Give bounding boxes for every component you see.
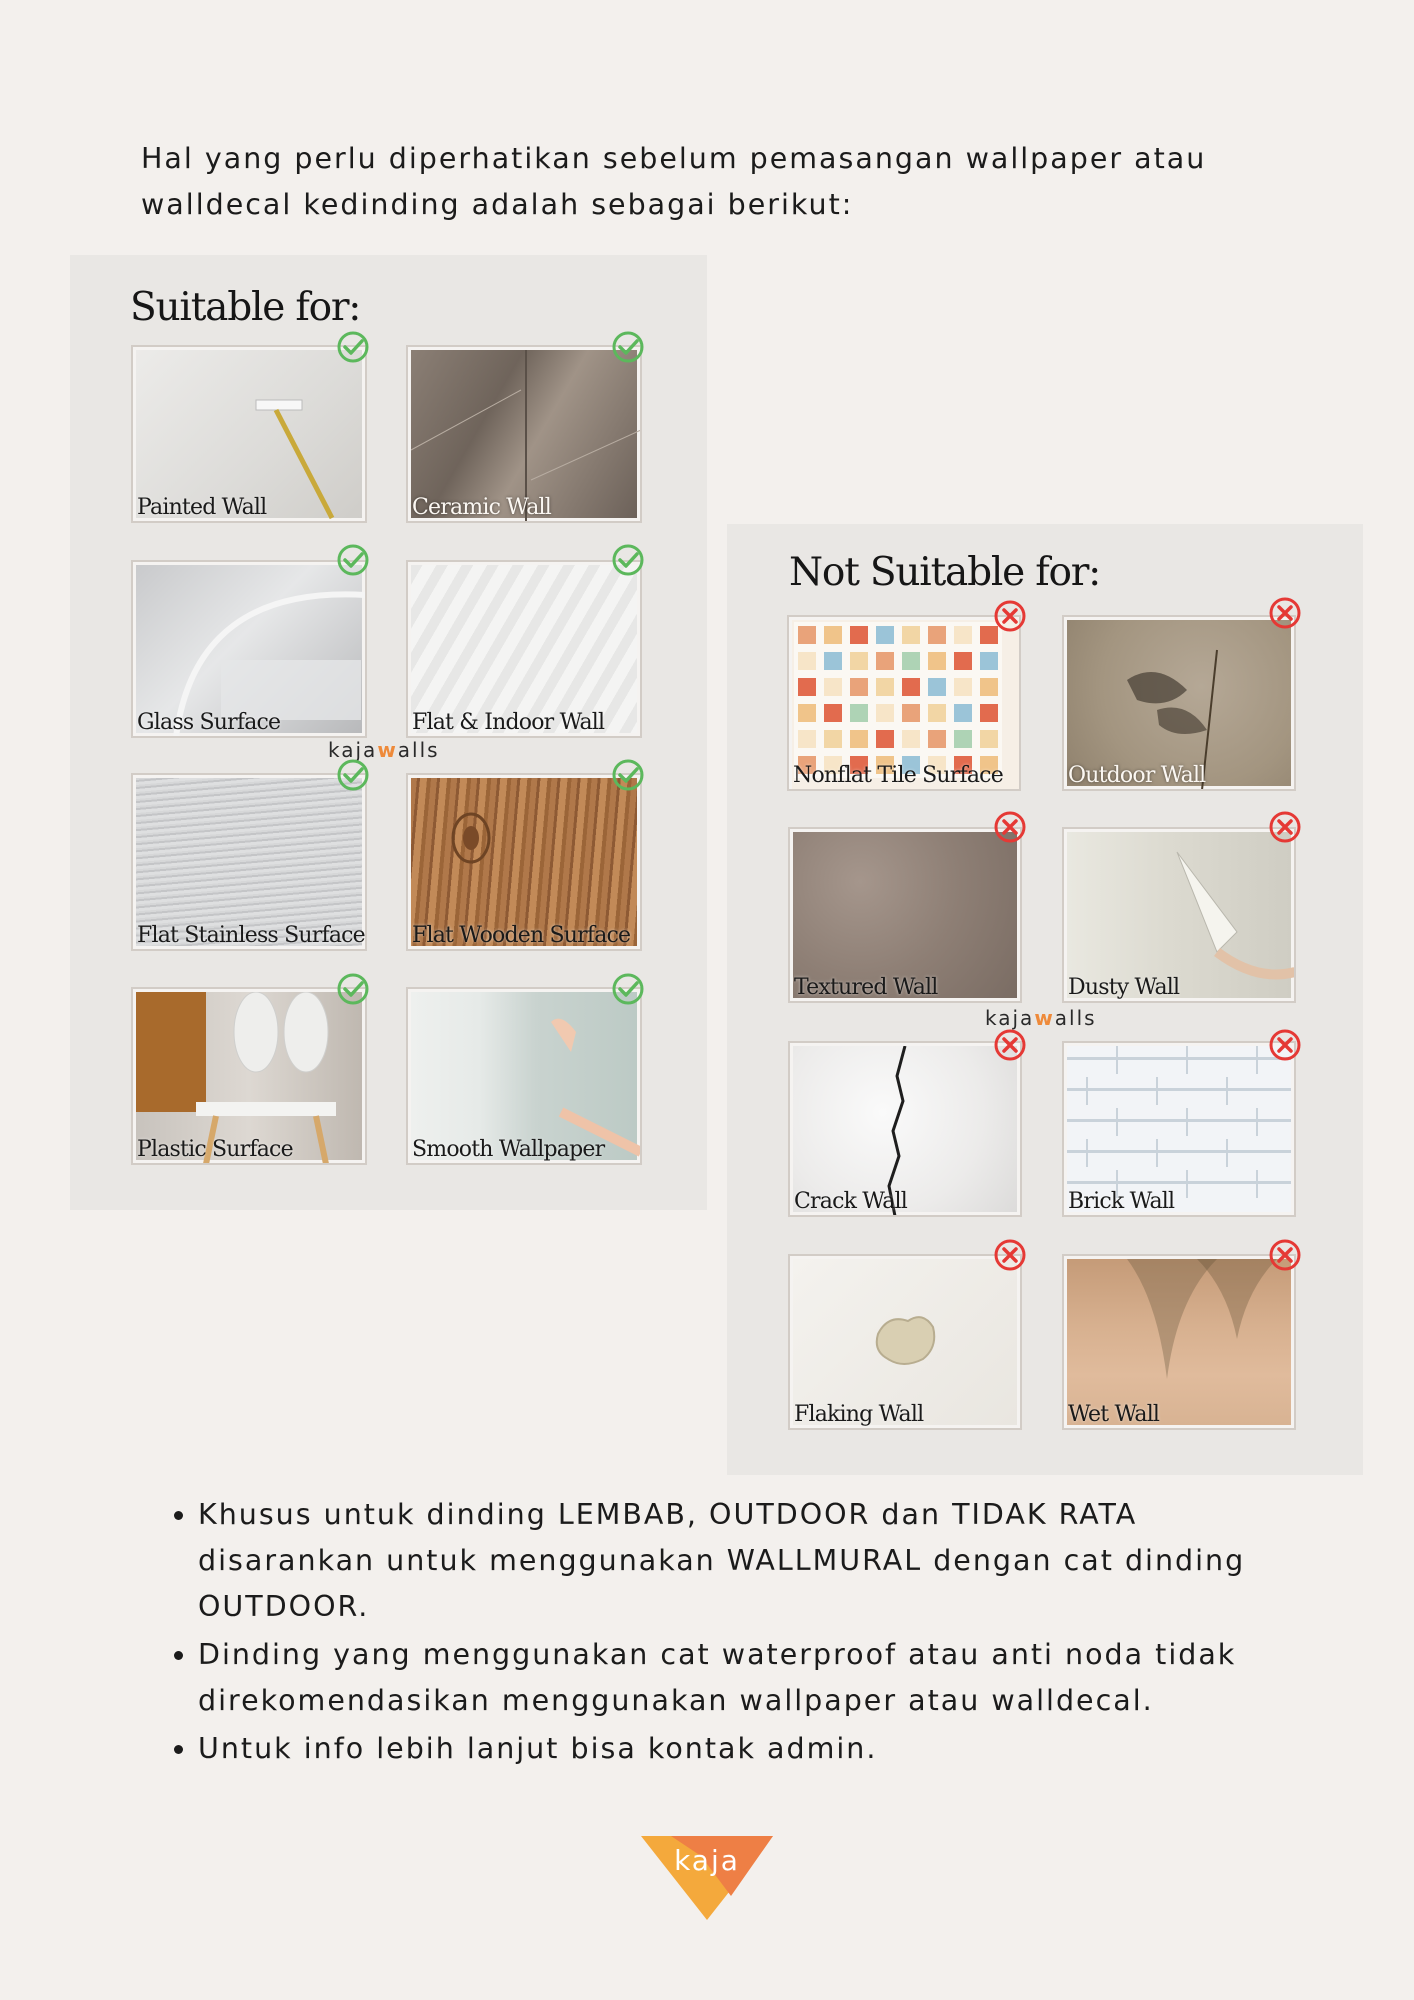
kajawalls-watermark: kajawalls (985, 1006, 1097, 1030)
x-circle-icon (1268, 596, 1302, 630)
check-circle-icon (336, 543, 370, 577)
suitable-panel (70, 255, 707, 1210)
card-label: Painted Wall (137, 495, 267, 520)
check-circle-icon (611, 543, 645, 577)
card-label: Dusty Wall (1068, 975, 1180, 1000)
x-circle-icon (993, 810, 1027, 844)
outdoor-wall-photo (1067, 620, 1291, 786)
smooth-wallpaper-photo (411, 992, 637, 1160)
x-circle-icon (993, 1028, 1027, 1062)
card-outdoor-wall (1062, 615, 1296, 791)
card-label: Smooth Wallpaper (412, 1137, 605, 1162)
card-painted-wall (131, 345, 367, 523)
not-suitable-panel (727, 524, 1363, 1475)
textured-wall-photo (793, 832, 1017, 998)
ceramic-wall-photo (411, 350, 637, 518)
card-label: Plastic Surface (137, 1137, 293, 1162)
check-circle-icon (336, 972, 370, 1006)
card-label: Crack Wall (794, 1189, 908, 1214)
painted-wall-photo (136, 350, 362, 518)
card-plastic-surface (131, 987, 367, 1165)
intro-text: Hal yang perlu diperhatikan sebelum pemasangan wallpaper atau walldecal kedinding adalah sebagai berikut: (141, 142, 1207, 221)
brick-wall-photo (1067, 1046, 1291, 1212)
card-flat-indoor-wall (406, 560, 642, 738)
check-circle-icon (336, 758, 370, 792)
check-circle-icon (336, 330, 370, 364)
not-suitable-title: Not Suitable for: (789, 550, 1101, 595)
crack-wall-photo (793, 1046, 1017, 1212)
glass-surface-photo (136, 565, 362, 733)
check-circle-icon (611, 972, 645, 1006)
note-item: • Untuk info lebih lanjut bisa kontak admin. (198, 1726, 1278, 1772)
tile-surface-photo (792, 620, 1016, 786)
card-wet-wall (1062, 1254, 1296, 1430)
x-circle-icon (1268, 1238, 1302, 1272)
card-glass-surface (131, 560, 367, 738)
note-item: • Khusus untuk dinding LEMBAB, OUTDOOR dan TIDAK RATA disarankan untuk menggunakan WALLMURAL dengan cat dinding OUTDOOR. (198, 1492, 1278, 1630)
card-label: Flaking Wall (794, 1402, 924, 1427)
check-circle-icon (611, 330, 645, 364)
x-circle-icon (1268, 810, 1302, 844)
flat-indoor-wall-photo (411, 565, 637, 733)
card-wooden-surface (406, 773, 642, 951)
card-label: Wet Wall (1068, 1402, 1160, 1427)
card-label: Ceramic Wall (412, 495, 551, 520)
card-stainless-surface (131, 773, 367, 951)
card-label: Textured Wall (794, 975, 938, 1000)
note-item: • Dinding yang menggunakan cat waterproof atau anti noda tidak direkomendasikan menggunakan wallpaper atau walldecal. (198, 1632, 1278, 1724)
plastic-surface-photo (136, 992, 362, 1160)
check-circle-icon (611, 758, 645, 792)
card-nonflat-tile (787, 615, 1021, 791)
card-brick-wall (1062, 1041, 1296, 1217)
card-flaking-wall (788, 1254, 1022, 1430)
card-crack-wall (788, 1041, 1022, 1217)
card-label: Nonflat Tile Surface (793, 763, 1003, 788)
x-circle-icon (993, 1238, 1027, 1272)
kajawalls-watermark: kajawalls (328, 738, 440, 762)
stainless-surface-photo (136, 778, 362, 946)
card-label: Flat Wooden Surface (412, 923, 631, 948)
card-dusty-wall (1062, 827, 1296, 1003)
card-label: Brick Wall (1068, 1189, 1175, 1214)
wooden-surface-photo (411, 778, 637, 946)
dusty-wall-photo (1067, 832, 1291, 998)
svg-text:kaja: kaja (674, 1844, 740, 1877)
x-circle-icon (1268, 1028, 1302, 1062)
card-label: Flat & Indoor Wall (412, 710, 605, 735)
wet-wall-photo (1067, 1259, 1291, 1425)
card-label: Glass Surface (137, 710, 281, 735)
kajawalls-logo (641, 1836, 773, 1920)
flaking-wall-photo (793, 1259, 1017, 1425)
notes-list (168, 1492, 1278, 1774)
card-label: Outdoor Wall (1068, 763, 1206, 788)
card-smooth-wallpaper (406, 987, 642, 1165)
card-ceramic-wall (406, 345, 642, 523)
x-circle-icon (993, 599, 1027, 633)
suitable-title: Suitable for: (130, 285, 361, 330)
card-label: Flat Stainless Surface (137, 923, 365, 948)
card-textured-wall (788, 827, 1022, 1003)
